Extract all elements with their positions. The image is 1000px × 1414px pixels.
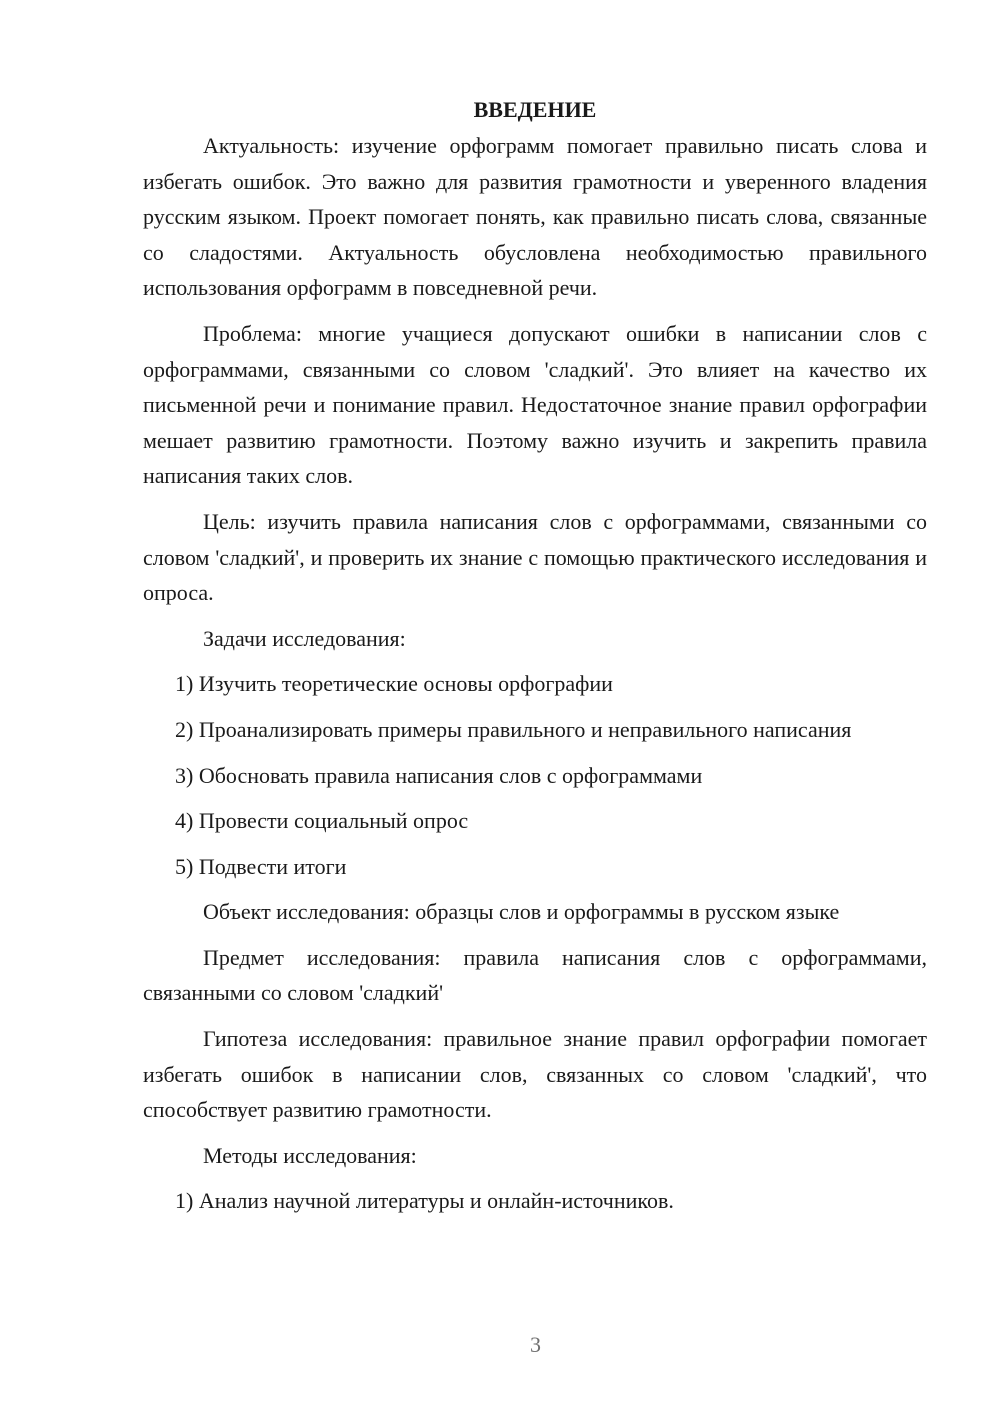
task-item-3: 3) Обосновать правила написания слов с орфограммами bbox=[175, 762, 703, 788]
method-item-1: 1) Анализ научной литературы и онлайн-источников. bbox=[175, 1188, 674, 1214]
task-item-2: 2) Проанализировать примеры правильного и неправильного написания bbox=[175, 716, 852, 742]
problem-paragraph: Проблема: многие учащиеся допускают ошибки в написании слов с орфограммами, связанными со словом 'сладкий'. Это влияет на качество их письменной речи и понимание правил. Недостаточное знание правил орфографии мешает развитию грамотности. Поэтому важно изучить и закрепить правила написания таких слов. bbox=[143, 320, 927, 489]
task-item-5: 5) Подвести итоги bbox=[175, 853, 347, 879]
goal-paragraph: Цель: изучить правила написания слов с орфограммами, связанными со словом 'сладкий', и проверить их знание с помощью практического исследования и опроса. bbox=[143, 508, 927, 606]
task-item-1: 1) Изучить теоретические основы орфографии bbox=[175, 671, 613, 697]
tasks-heading: Задачи исследования: bbox=[203, 625, 406, 651]
hypothesis-paragraph: Гипотеза исследования: правильное знание правил орфографии помогает избегать ошибок в написании слов, связанных со словом 'сладкий', что способствует развитию грамотности. bbox=[143, 1026, 927, 1123]
task-item-4: 4) Провести социальный опрос bbox=[175, 808, 469, 834]
document-page bbox=[143, 92, 927, 1219]
object-paragraph: Объект исследования: образцы слов и орфограммы в русском языке bbox=[203, 899, 840, 925]
methods-heading: Методы исследования: bbox=[203, 1142, 417, 1168]
page-number: 3 bbox=[530, 1332, 541, 1357]
page-title: ВВЕДЕНИЕ bbox=[473, 97, 597, 122]
subject-paragraph: Предмет исследования: правила написания слов с орфограммами, связанными со словом 'сладкий' bbox=[143, 944, 927, 1006]
relevance-paragraph: Актуальность: изучение орфограмм помогает правильно писать слова и избегать ошибок. Это важно для развития грамотности и уверенного владения русским языком. Проект помогает понять, как правильно писать слова, связанные со сладостями. Актуальность обусловлена необходимостью правильного использования орфограмм в повседневной речи. bbox=[143, 133, 927, 301]
